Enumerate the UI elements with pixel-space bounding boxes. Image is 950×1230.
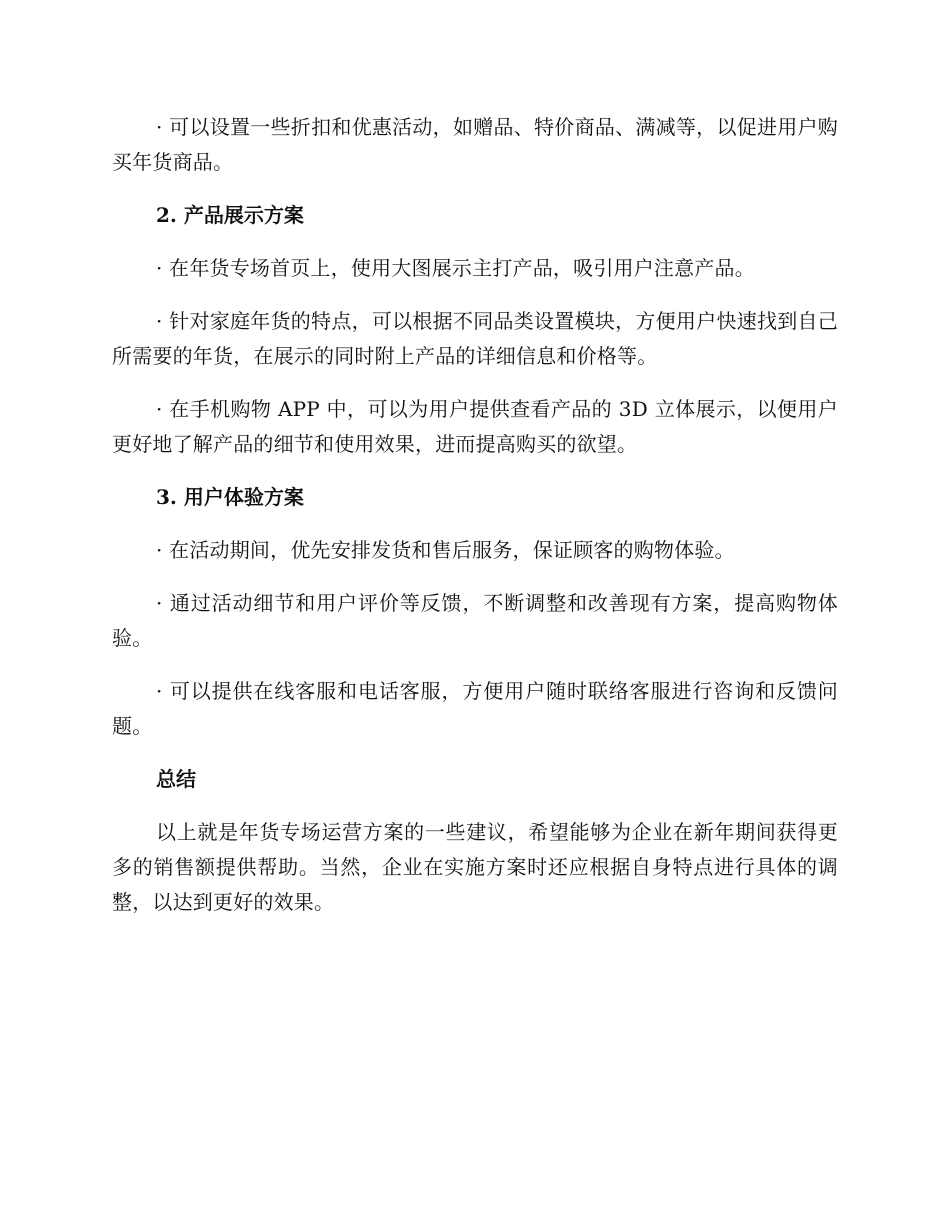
bullet-3d-display: · 在手机购物 APP 中，可以为用户提供查看产品的 3D 立体展示，以便用户更好地了解产品的细节和使用效果，进而提高购买的欲望。 (112, 397, 838, 456)
bullet-feedback-improvement: · 通过活动细节和用户评价等反馈，不断调整和改善现有方案，提高购物体验。 (112, 591, 838, 650)
section-heading-product-display: 2. 产品展示方案 (156, 203, 304, 227)
bullet-priority-shipping: · 在活动期间，优先安排发货和售后服务，保证顾客的购物体验。 (156, 538, 735, 562)
bullet-category-modules: · 针对家庭年货的特点，可以根据不同品类设置模块，方便用户快速找到自己所需要的年货，在展示的同时附上产品的详细信息和价格等。 (112, 309, 838, 368)
section-heading-user-experience: 3. 用户体验方案 (156, 485, 304, 509)
summary-paragraph: 以上就是年货专场运营方案的一些建议，希望能够为企业在新年期间获得更多的销售额提供帮助。当然，企业在实施方案时还应根据自身特点进行具体的调整，以达到更好的效果。 (112, 820, 838, 914)
bullet-customer-service: · 可以提供在线客服和电话客服，方便用户随时联络客服进行咨询和反馈问题。 (112, 679, 838, 738)
section-heading-summary: 总结 (156, 767, 196, 791)
bullet-discount-activities: · 可以设置一些折扣和优惠活动，如赠品、特价商品、满减等，以促进用户购买年货商品。 (112, 115, 838, 174)
bullet-homepage-banner: · 在年货专场首页上，使用大图展示主打产品，吸引用户注意产品。 (156, 256, 755, 280)
